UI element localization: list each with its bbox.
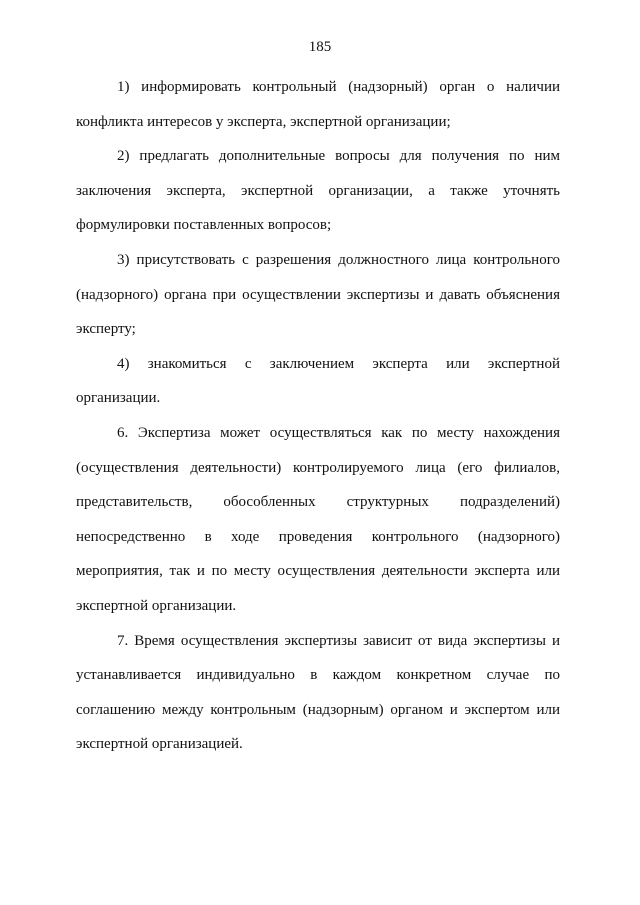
paragraph-section-6: 6. Экспертиза может осуществляться как по месту нахождения (осуществления деятельности) контролируемого лица (его филиалов, представительств, обособленных структурных подразделений) непосредственно в ходе проведения контрольного (надзорного) мероприятия, так и по месту осуществления деятельности эксперта или экспертной организации.: [76, 424, 560, 614]
paragraph-item-3: 3) присутствовать с разрешения должностного лица контрольного (надзорного) органа при осуществлении экспертизы и давать объяснения эксперту;: [76, 251, 560, 338]
document-body: [76, 70, 560, 762]
paragraph-item-4: 4) знакомиться с заключением эксперта или экспертной организации.: [76, 355, 560, 407]
paragraph-item-1: 1) информировать контрольный (надзорный) орган о наличии конфликта интересов у эксперта, экспертной организации;: [76, 79, 560, 130]
page-number: 185: [308, 39, 332, 55]
paragraph-section-7: 7. Время осуществления экспертизы зависит от вида экспертизы и устанавливается индивидуально в каждом конкретном случае по соглашению между контрольным (надзорным) органом и экспертом или экспертной организацией.: [76, 632, 560, 753]
paragraph-item-2: 2) предлагать дополнительные вопросы для получения по ним заключения эксперта, экспертной организации, а также уточнять формулировки поставленных вопросов;: [76, 148, 560, 234]
